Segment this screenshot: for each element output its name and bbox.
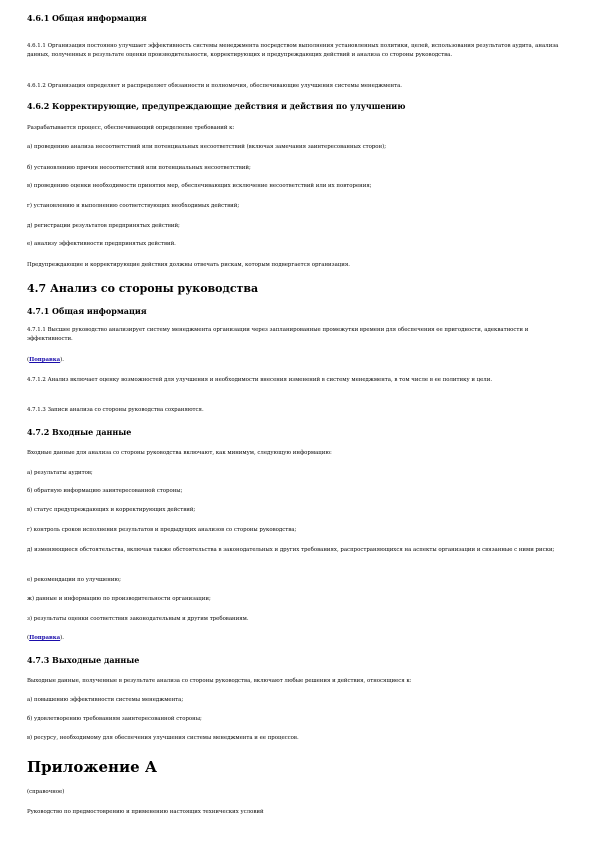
list-item: г) установлению и выполнению соответствующих необходимых действий; xyxy=(27,203,240,209)
heading-4-7-2: 4.7.2 Входные данные xyxy=(27,427,132,437)
heading-4-7-3: 4.7.3 Выходные данные xyxy=(27,655,140,665)
list-item: д) регистрации результатов предпринятых действий; xyxy=(27,223,180,229)
list-item: в) ресурсу, необходимому для обеспечения улучшения системы менеджмента и ее процессов. xyxy=(27,735,299,741)
amendment-link[interactable]: Поправка xyxy=(29,635,61,641)
heading-4-6-1: 4.6.1 Общая информация xyxy=(27,13,147,23)
appendix-note: (справочное) xyxy=(27,789,65,795)
list-item: е) рекомендации по улучшению; xyxy=(27,577,121,583)
list-item: а) проведению анализа несоответствий или потенциальных несоответствий (включая замечания заинтересованных сторон); xyxy=(27,144,387,150)
list-item: з) результаты оценки соответствия законодательным и другим требованиям. xyxy=(27,616,249,622)
amendment-link[interactable]: Поправка xyxy=(29,357,61,363)
paragraph-4-7-1-3: 4.7.1.3 Записи анализа со стороны руководства сохраняются. xyxy=(27,407,204,413)
list-item: а) результаты аудитов; xyxy=(27,470,93,476)
paragraph-intro: Входные данные для анализа со стороны руководства включают, как минимум, следующую информацию: xyxy=(27,450,332,456)
paragraph-closing: Предупреждающие и корректирующие действия должны отвечать рискам, которым подвергается организация. xyxy=(27,262,350,268)
list-item: б) обратную информацию заинтересованной стороны; xyxy=(27,488,183,494)
list-item: а) повышению эффективности системы менеджмента; xyxy=(27,697,184,703)
paragraph-4-6-1-1: 4.6.1.1 Организация постоянно улучшает эффективность системы менеджмента посредством выполнения установленных политики, целей, использования результатов аудита, анализа данных, полученных в результате оценки производительности, корректирующих и предупреждающих действий и анализа со стороны руководства. xyxy=(27,43,559,58)
paragraph-intro: Разрабатывается процесс, обеспечивающий определение требований к: xyxy=(27,125,235,131)
list-item: д) изменяющиеся обстоятельства, включая также обстоятельства в законодательных и других требованиях, распространяющихся на аспекты организации и связанные с ними риски; xyxy=(27,547,555,553)
list-item: в) статус предупреждающих и корректирующих действий; xyxy=(27,507,196,513)
heading-4-7: 4.7 Анализ со стороны руководства xyxy=(27,282,259,295)
appendix-title: Приложение А xyxy=(27,758,158,776)
paragraph-4-7-1-2: 4.7.1.2 Анализ включает оценку возможностей для улучшения и необходимости внесения изменений в систему менеджмента, в том числе в ее политику и цели. xyxy=(27,377,493,383)
list-item: г) контроль сроков исполнения результатов и предыдущих анализов со стороны руководства; xyxy=(27,527,297,533)
list-item: ж) данные и информацию по производительности организации; xyxy=(27,596,211,602)
heading-4-7-1: 4.7.1 Общая информация xyxy=(27,306,147,316)
paragraph-4-7-1-1: 4.7.1.1 Высшее руководство анализирует систему менеджмента организации через запланированные промежутки времени для обеспечения ее пригодности, адекватности и эффективности. xyxy=(27,327,529,342)
amendment-line: (Поправка). xyxy=(27,357,64,363)
appendix-subtitle: Руководство по предмостоврению и применению настоящих технических условий xyxy=(27,809,264,815)
list-item: б) установлению причин несоответствий или потенциальных несоответствий; xyxy=(27,165,251,171)
list-item: в) проведению оценки необходимости принятия мер, обеспечивающих исключение несоответствий или их повторения; xyxy=(27,183,372,189)
paragraph-intro: Выходные данные, полученные в результате анализа со стороны руководства, включают любые решения и действия, относящиеся к: xyxy=(27,678,412,684)
heading-4-6-2: 4.6.2 Корректирующие, предупреждающие действия и действия по улучшению xyxy=(27,101,406,111)
amendment-line: (Поправка). xyxy=(27,635,64,641)
paragraph-4-6-1-2: 4.6.1.2 Организация определяет и распределяет обязанности и полномочия, обеспечивающие улучшения системы менеджмента. xyxy=(27,83,403,89)
list-item: б) удовлетворению требованиям заинтересованной стороны; xyxy=(27,716,202,722)
list-item: е) анализу эффективности предпринятых действий. xyxy=(27,241,176,247)
